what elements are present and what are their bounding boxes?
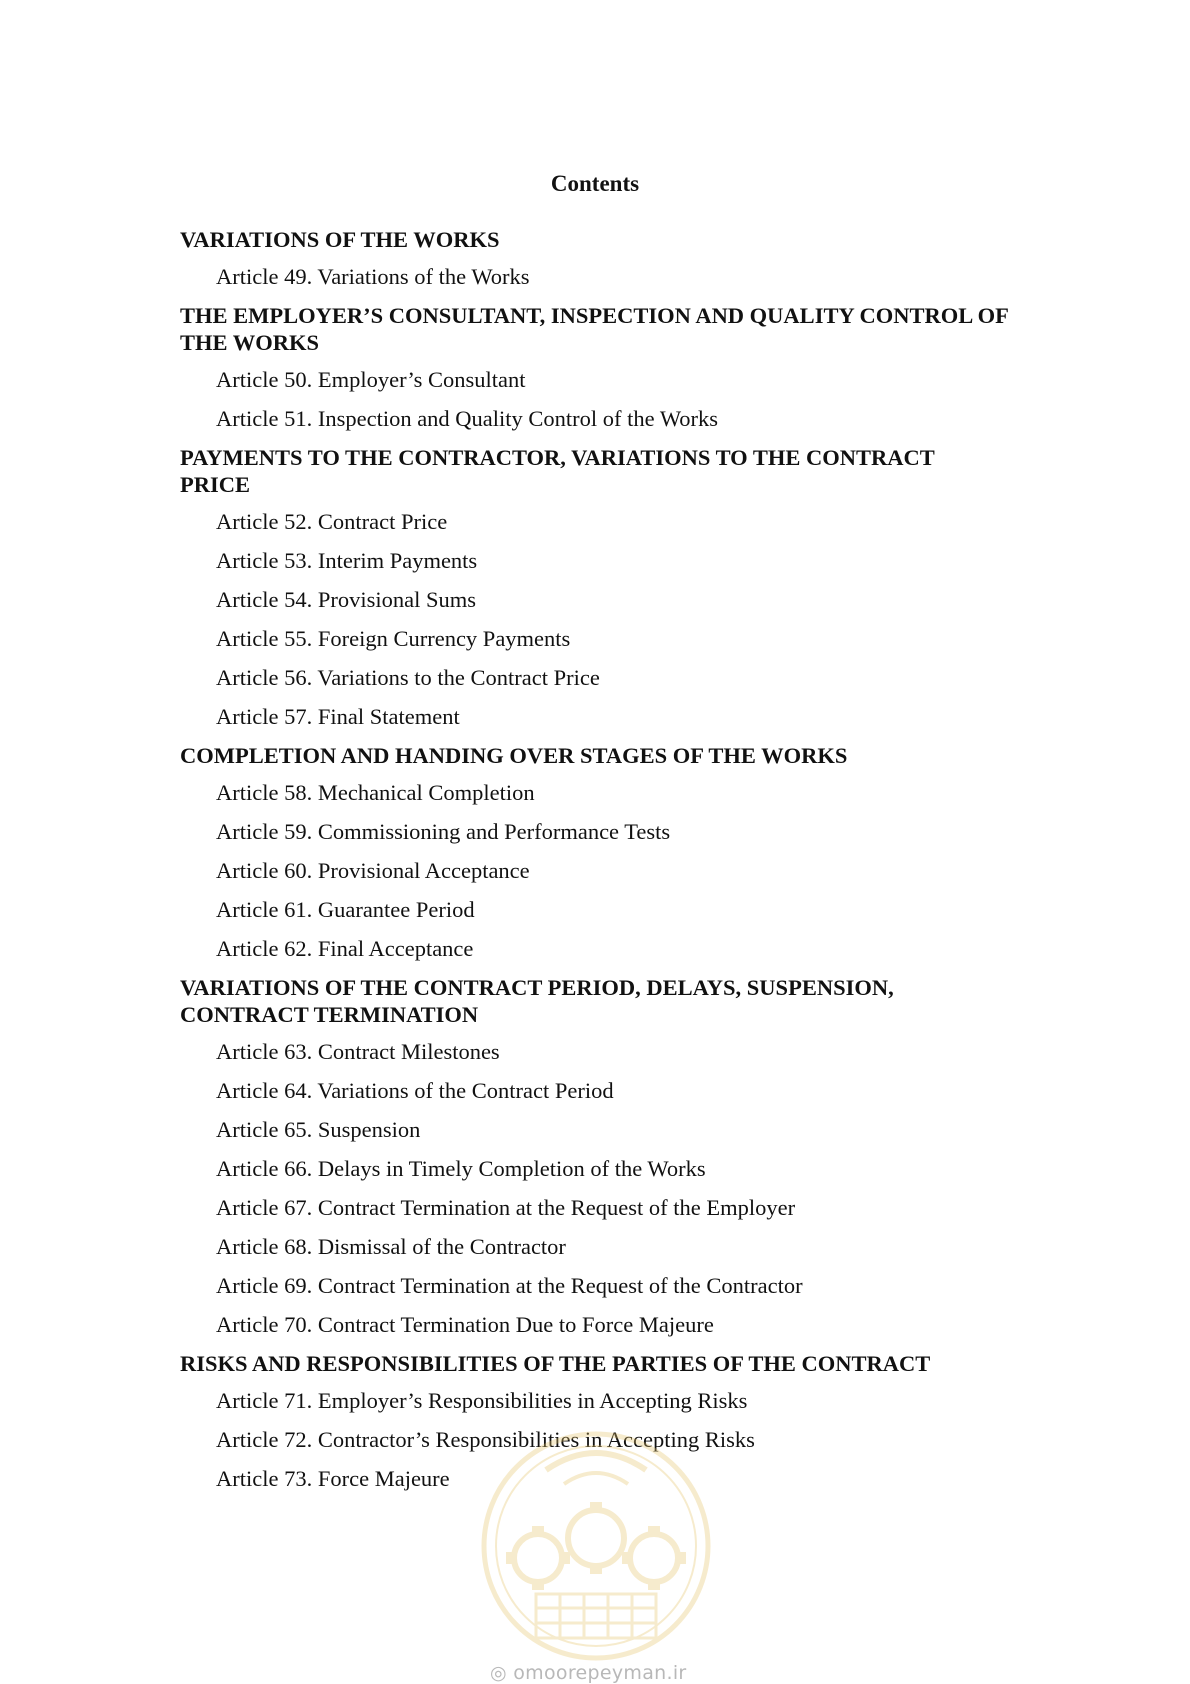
article-entry: Article 73. Force Majeure [216, 1466, 450, 1491]
article-entry: Article 50. Employer’s Consultant [216, 367, 526, 392]
article-entry: Article 69. Contract Termination at the Request of the Contractor [216, 1273, 803, 1298]
article-entry: Article 60. Provisional Acceptance [216, 858, 530, 883]
section-heading: PAYMENTS TO THE CONTRACTOR, VARIATIONS TO THE CONTRACT PRICE [180, 445, 935, 497]
toc-section [180, 742, 1010, 962]
article-entry: Article 66. Delays in Timely Completion of the Works [216, 1156, 706, 1181]
section-heading: VARIATIONS OF THE CONTRACT PERIOD, DELAYS, SUSPENSION, CONTRACT TERMINATION [180, 975, 894, 1027]
toc-section [180, 226, 1010, 290]
article-entry: Article 72. Contractor’s Responsibilities in Accepting Risks [216, 1427, 755, 1452]
article-entry: Article 61. Guarantee Period [216, 897, 475, 922]
article-entry: Article 59. Commissioning and Performance Tests [216, 819, 671, 844]
article-entry: Article 63. Contract Milestones [216, 1039, 500, 1064]
watermark-url: omoorepeyman.ir [513, 1662, 687, 1684]
section-heading: VARIATIONS OF THE WORKS [180, 227, 500, 252]
section-heading: RISKS AND RESPONSIBILITIES OF THE PARTIES OF THE CONTRACT [180, 1351, 931, 1376]
table-of-contents [180, 226, 1010, 1504]
article-entry: Article 57. Final Statement [216, 704, 460, 729]
article-entry: Article 51. Inspection and Quality Control of the Works [216, 406, 719, 431]
article-entry: Article 58. Mechanical Completion [216, 780, 535, 805]
globe-icon: ◎ [490, 1662, 507, 1684]
article-entry: Article 68. Dismissal of the Contractor [216, 1234, 566, 1259]
article-entry: Article 67. Contract Termination at the Request of the Employer [216, 1195, 796, 1220]
section-heading: COMPLETION AND HANDING OVER STAGES OF THE WORKS [180, 743, 848, 768]
watermark-caption [490, 1662, 710, 1684]
article-entry: Article 70. Contract Termination Due to Force Majeure [216, 1312, 714, 1337]
section-heading: THE EMPLOYER’S CONSULTANT, INSPECTION AND QUALITY CONTROL OF THE WORKS [180, 303, 1009, 355]
article-entry: Article 64. Variations of the Contract Period [216, 1078, 614, 1103]
article-entry: Article 53. Interim Payments [216, 548, 478, 573]
article-entry: Article 52. Contract Price [216, 509, 448, 534]
article-entry: Article 71. Employer’s Responsibilities in Accepting Risks [216, 1388, 748, 1413]
article-entry: Article 56. Variations to the Contract Price [216, 665, 600, 690]
toc-section [180, 974, 1010, 1338]
page-title: Contents [550, 171, 640, 196]
toc-section [180, 302, 1010, 432]
article-entry: Article 49. Variations of the Works [216, 264, 530, 289]
toc-section [180, 444, 1010, 730]
article-entry: Article 54. Provisional Sums [216, 587, 476, 612]
article-entry: Article 62. Final Acceptance [216, 936, 474, 961]
article-entry: Article 55. Foreign Currency Payments [216, 626, 571, 651]
watermark-logo-icon [476, 1426, 716, 1666]
article-entry: Article 65. Suspension [216, 1117, 421, 1142]
